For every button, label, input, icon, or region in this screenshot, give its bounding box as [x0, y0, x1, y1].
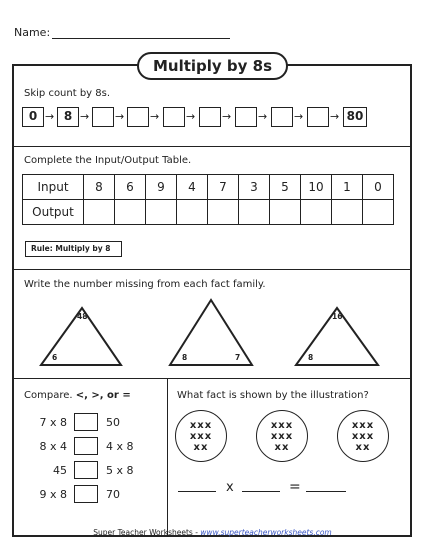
io-table-prompt: Complete the Input/Output Table.: [24, 155, 192, 166]
input-cell: 3: [239, 175, 270, 200]
compare-answer-box[interactable]: [74, 437, 98, 455]
arrow-icon: →: [115, 110, 125, 123]
divider: [12, 269, 412, 270]
footer-brand: Super Teacher Worksheets: [93, 528, 193, 537]
answer-blank-3[interactable]: [306, 491, 346, 492]
illustration-prompt: What fact is shown by the illustration?: [177, 390, 369, 401]
arrow-icon: →: [45, 110, 55, 123]
arrow-icon: →: [222, 110, 232, 123]
page-title: Multiply by 8s: [137, 52, 288, 80]
io-table: [22, 174, 394, 225]
x-marks-row: xx: [274, 442, 290, 453]
io-input-row: [23, 175, 394, 200]
compare-left: 45: [53, 464, 67, 477]
answer-blank-2[interactable]: [242, 491, 280, 492]
skip-count-box: 8: [57, 107, 79, 127]
arrow-icon: →: [258, 110, 268, 123]
fact-family-prompt: Write the number missing from each fact family.: [24, 279, 266, 290]
compare-answer-box[interactable]: [74, 413, 98, 431]
skip-count-box[interactable]: [271, 107, 293, 127]
compare-left: 8 x 4: [39, 440, 67, 453]
output-cell[interactable]: [239, 200, 270, 225]
x-marks-row: xxx: [270, 420, 294, 431]
triangle-3-top: 16: [332, 312, 343, 321]
skip-count-box[interactable]: [163, 107, 185, 127]
x-marks-row: xxx: [189, 431, 213, 442]
compare-prompt-text: Compare.: [24, 390, 73, 401]
rule-box: Rule: Multiply by 8: [25, 241, 122, 257]
compare-right: 4 x 8: [106, 440, 134, 453]
compare-answer-box[interactable]: [74, 461, 98, 479]
output-cell[interactable]: [332, 200, 363, 225]
compare-symbols: <, >, or =: [75, 390, 131, 401]
name-label: Name:: [14, 26, 51, 39]
arrow-icon: →: [186, 110, 196, 123]
output-cell[interactable]: [208, 200, 239, 225]
x-marks-row: xxx: [270, 431, 294, 442]
skip-count-box[interactable]: [307, 107, 329, 127]
output-cell[interactable]: [84, 200, 115, 225]
output-cell[interactable]: [115, 200, 146, 225]
skip-count-box[interactable]: [235, 107, 257, 127]
arrow-icon: →: [294, 110, 304, 123]
divider: [167, 378, 168, 537]
divider: [12, 378, 412, 379]
output-cell[interactable]: [270, 200, 301, 225]
input-label: Input: [23, 175, 84, 200]
input-cell: 1: [332, 175, 363, 200]
triangle-3-left: 8: [308, 353, 314, 362]
input-cell: 9: [146, 175, 177, 200]
skip-count-box[interactable]: [127, 107, 149, 127]
input-cell: 8: [84, 175, 115, 200]
arrow-icon: →: [330, 110, 340, 123]
footer-link[interactable]: www.superteacherworksheets.com: [200, 528, 332, 537]
triangle-2-right: 7: [235, 353, 241, 362]
input-cell: 0: [363, 175, 394, 200]
output-cell[interactable]: [146, 200, 177, 225]
divider: [12, 146, 412, 147]
compare-left: 9 x 8: [39, 488, 67, 501]
x-marks-row: xx: [355, 442, 371, 453]
input-cell: 6: [115, 175, 146, 200]
x-marks-row: xxx: [351, 431, 375, 442]
input-cell: 10: [301, 175, 332, 200]
compare-left: 7 x 8: [39, 416, 67, 429]
x-marks-row: xx: [193, 442, 209, 453]
footer-separator: -: [192, 528, 201, 537]
x-marks-row: xxx: [189, 420, 213, 431]
compare-answer-box[interactable]: [74, 485, 98, 503]
io-output-row: [23, 200, 394, 225]
times-sign: x: [226, 480, 234, 495]
output-cell[interactable]: [363, 200, 394, 225]
arrow-icon: →: [80, 110, 90, 123]
arrow-icon: →: [150, 110, 160, 123]
input-cell: 5: [270, 175, 301, 200]
input-cell: 4: [177, 175, 208, 200]
skip-count-box[interactable]: [199, 107, 221, 127]
fact-family-triangles: [0, 290, 425, 370]
compare-right: 50: [106, 416, 120, 429]
compare-right: 70: [106, 488, 120, 501]
triangle-1-left: 6: [52, 353, 58, 362]
skip-count-box: 0: [22, 107, 44, 127]
compare-right: 5 x 8: [106, 464, 134, 477]
compare-prompt: [24, 390, 131, 401]
name-field[interactable]: [52, 38, 230, 39]
input-cell: 7: [208, 175, 239, 200]
triangle-2-left: 8: [182, 353, 188, 362]
answer-blank-1[interactable]: [178, 491, 216, 492]
output-cell[interactable]: [177, 200, 208, 225]
skip-count-box: 80: [343, 107, 367, 127]
skip-count-prompt: Skip count by 8s.: [24, 88, 111, 99]
output-label: Output: [23, 200, 84, 225]
footer: [0, 528, 425, 537]
output-cell[interactable]: [301, 200, 332, 225]
x-marks-row: xxx: [351, 420, 375, 431]
skip-count-box[interactable]: [92, 107, 114, 127]
equals-sign: =: [289, 479, 301, 495]
triangle-1-top: 48: [77, 312, 88, 321]
